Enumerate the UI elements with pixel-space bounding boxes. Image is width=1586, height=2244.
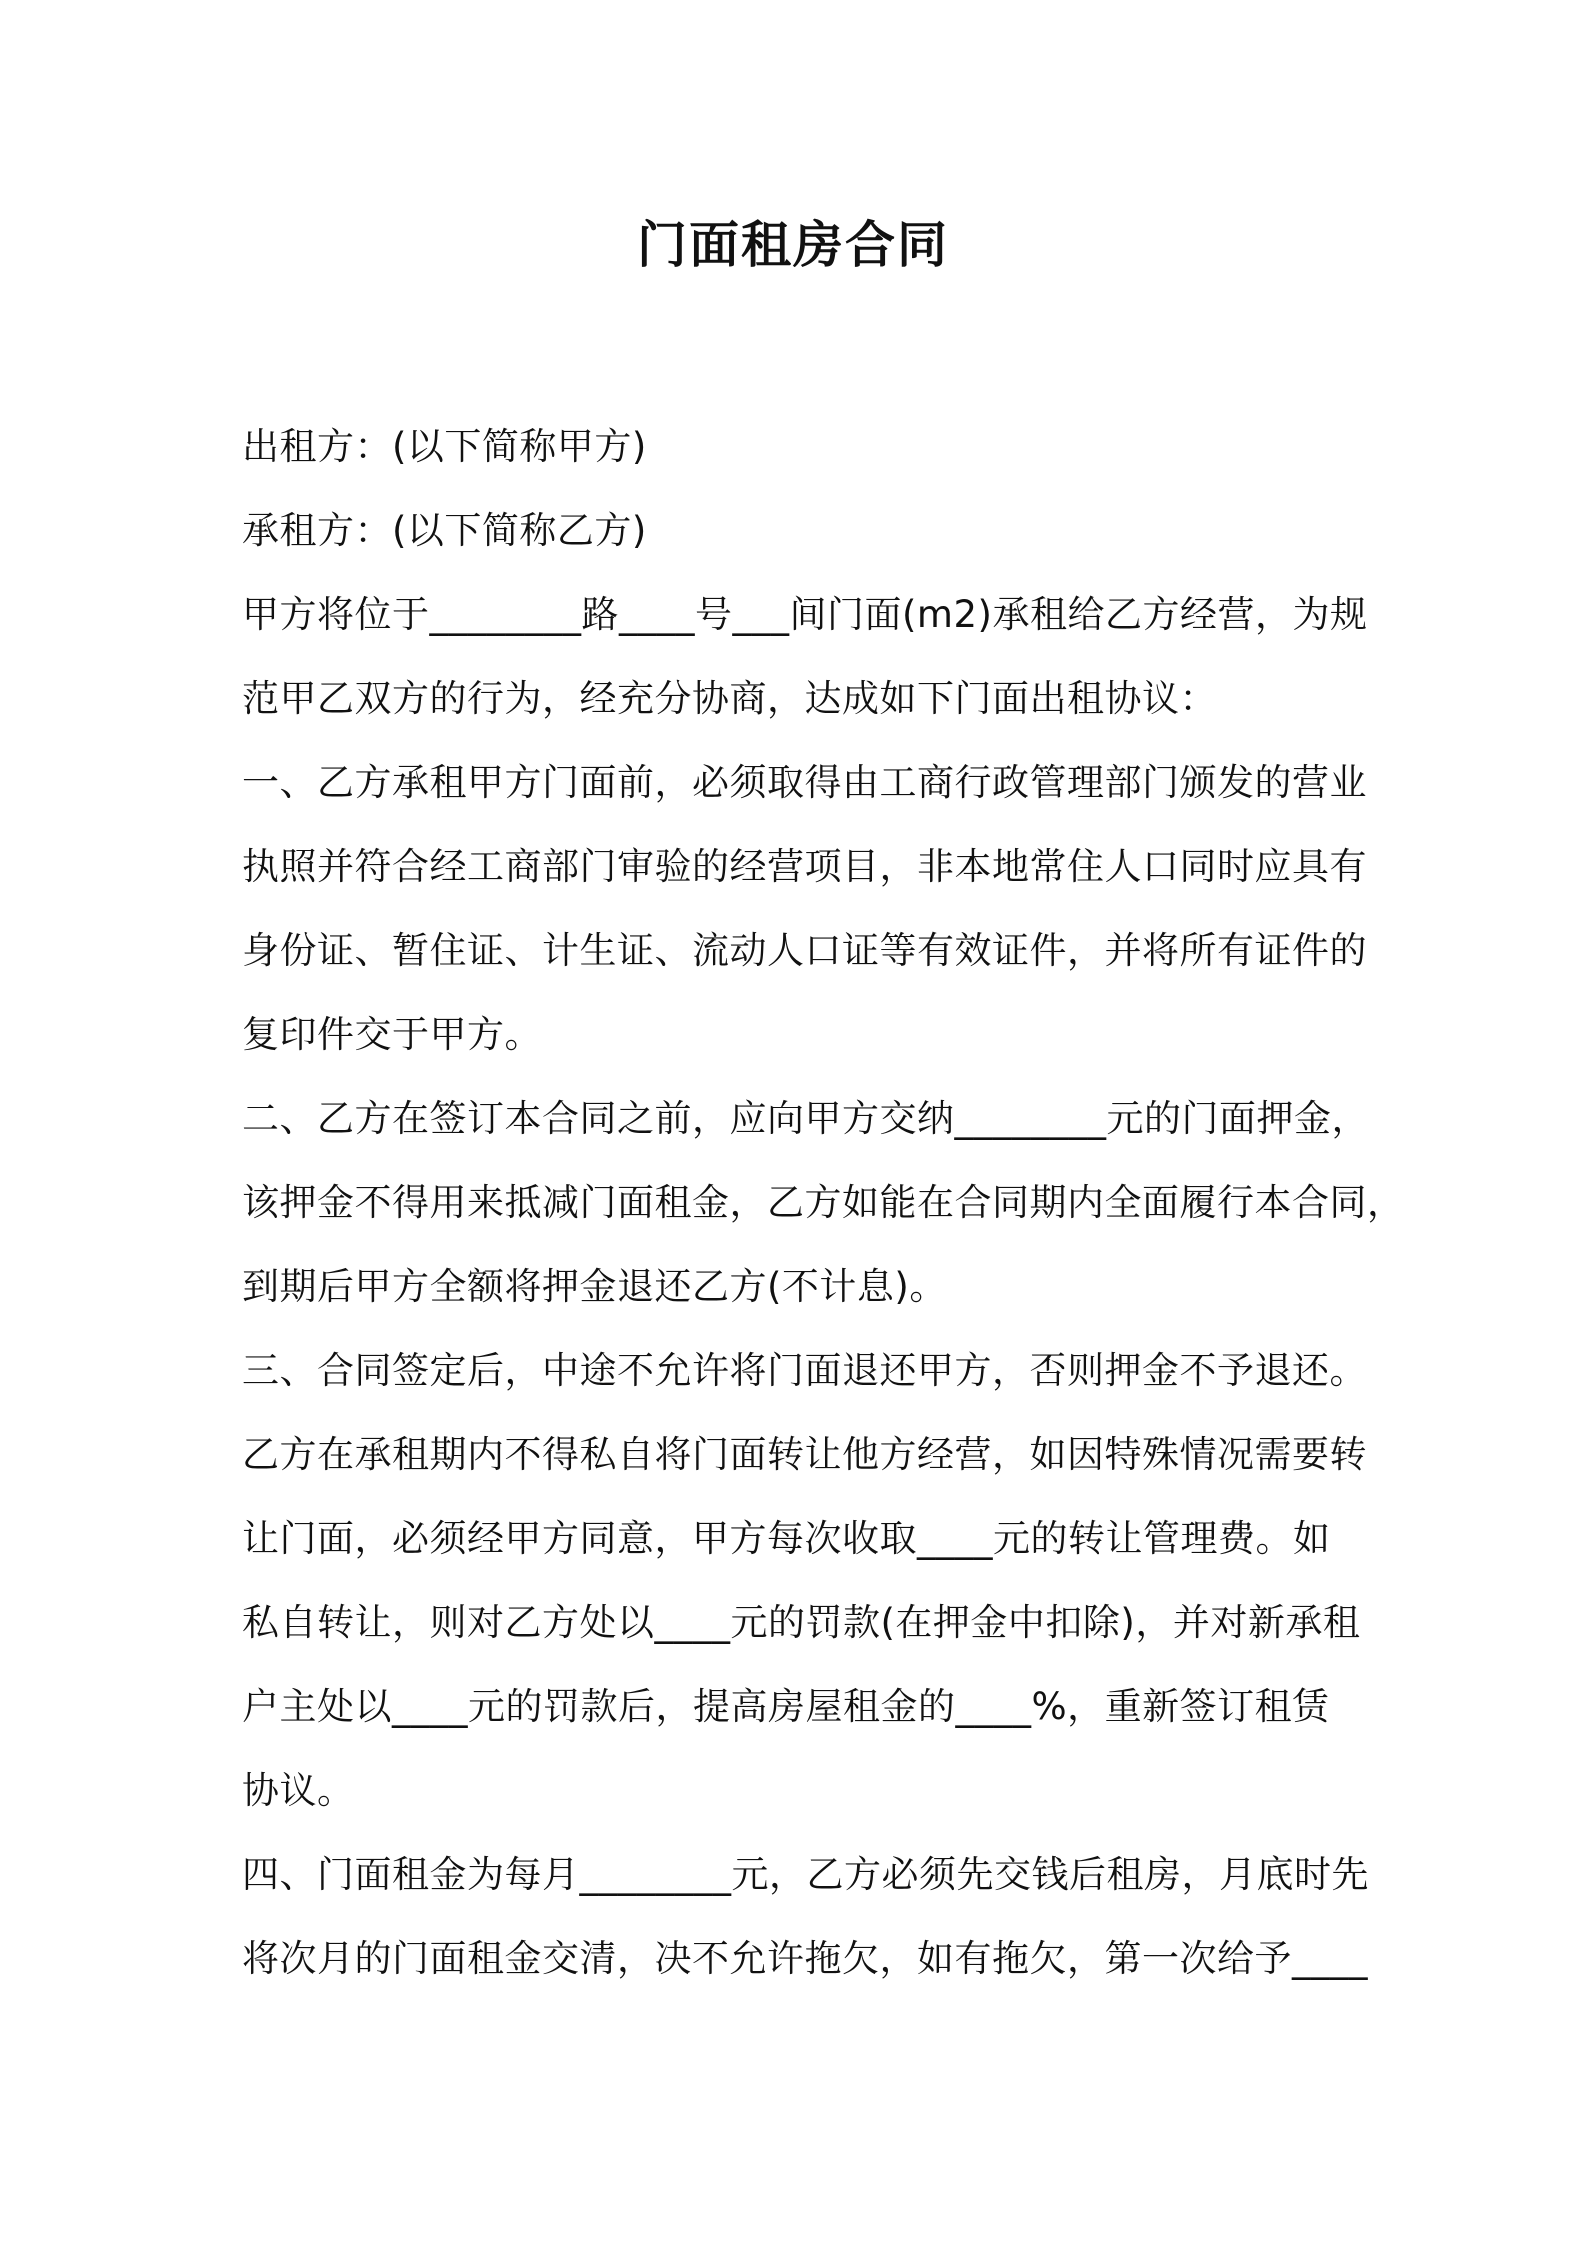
clause-1-line: 复印件交于甲方。 — [242, 1013, 542, 1056]
clause-3-line: 户主处以____元的罚款后，提高房屋租金的____%，重新签订租赁 — [242, 1685, 1330, 1728]
clause-3-line: 私自转让，则对乙方处以____元的罚款(在押金中扣除)，并对新承租 — [242, 1601, 1361, 1644]
document-title: 门面租房合同 — [637, 216, 949, 274]
clause-3-line: 三、合同签定后，中途不允许将门面退还甲方，否则押金不予退还。 — [242, 1349, 1367, 1392]
clause-2-line: 到期后甲方全额将押金退还乙方(不计息)。 — [242, 1265, 947, 1308]
clause-3-line: 让门面，必须经甲方同意，甲方每次收取____元的转让管理费。如 — [242, 1517, 1331, 1560]
text-line-lessee: 承租方：(以下简称乙方) — [242, 509, 647, 552]
clause-3-line: 乙方在承租期内不得私自将门面转让他方经营，如因特殊情况需要转 — [242, 1433, 1367, 1476]
clause-3-line: 协议。 — [242, 1769, 355, 1812]
clause-1-line: 执照并符合经工商部门审验的经营项目，非本地常住人口同时应具有 — [242, 845, 1367, 888]
text-line-lessor: 出租方：(以下简称甲方) — [242, 425, 647, 468]
clause-1-line: 身份证、暂住证、计生证、流动人口证等有效证件，并将所有证件的 — [242, 929, 1367, 972]
clause-4-line: 四、门面租金为每月________元，乙方必须先交钱后租房，月底时先 — [242, 1853, 1369, 1896]
text-line: 甲方将位于________路____号___间门面(m2)承租给乙方经营，为规 — [242, 593, 1368, 636]
clause-4-line: 将次月的门面租金交清，决不允许拖欠，如有拖欠，第一次给予____ — [242, 1937, 1368, 1980]
document-body — [242, 405, 1405, 2001]
clause-2-line: 二、乙方在签订本合同之前，应向甲方交纳________元的门面押金， — [242, 1097, 1369, 1140]
text-line: 范甲乙双方的行为，经充分协商，达成如下门面出租协议： — [242, 677, 1217, 720]
clause-1-line: 一、乙方承租甲方门面前，必须取得由工商行政管理部门颁发的营业 — [242, 761, 1367, 804]
clause-2-line: 该押金不得用来抵减门面租金，乙方如能在合同期内全面履行本合同， — [242, 1181, 1405, 1224]
